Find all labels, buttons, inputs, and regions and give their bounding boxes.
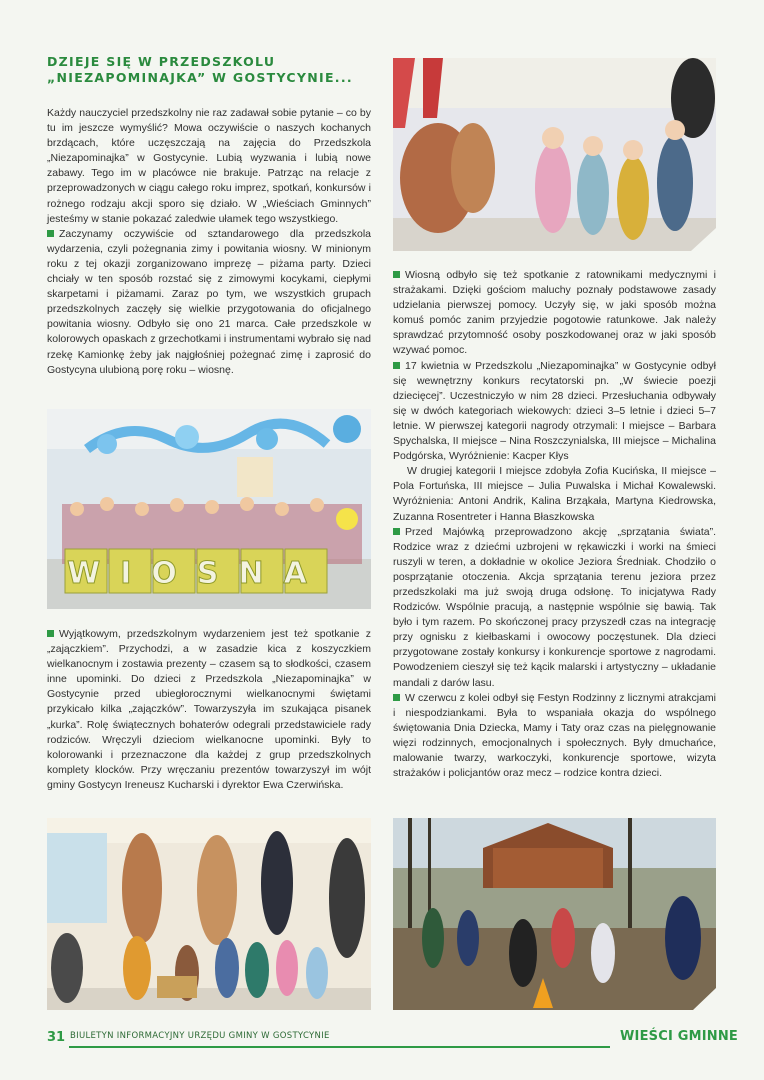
right-column-text	[393, 268, 716, 781]
paragraph-rescuers	[393, 268, 716, 359]
photo-spring-welcome	[47, 409, 371, 609]
bullet-square-icon	[393, 528, 400, 535]
photo-easter-group	[47, 818, 371, 1010]
paragraph-festival	[393, 691, 716, 782]
bullet-square-icon	[393, 694, 400, 701]
bullet-square-icon	[393, 271, 400, 278]
article-title-line2: „NIEZAPOMINAJKA” W GOSTYCYNIE...	[47, 70, 353, 85]
left-column-upper-text	[47, 106, 371, 378]
page-number: 31	[47, 1030, 66, 1045]
photo-kids-costumes	[393, 58, 716, 251]
article-title	[47, 54, 377, 86]
footer-brand: WIEŚCI GMINNE	[620, 1029, 739, 1044]
paragraph-spring	[47, 227, 371, 378]
bullet-square-icon	[47, 630, 54, 637]
paragraph-easter-text: Wyjątkowym, przedszkolnym wydarzeniem jest też spotkanie z „zajączkiem”. Przychodzi, a w zasadzie kica z koszyczkiem wielkanocnym i zostawia prezenty – czasem są to słodkości, czasem inne upominki. Do dzieci z Przedszkola „Niezapominajka” w Gostycynie przed ubiegłorocznymi wielkanocnymi świętami przykicało kilka „zajączków”. Towarzyszyła im szukająca pisanek „kurka”. Rolę świątecznych bohaterów odegrali przedstawiciele rady rodziców. Wręczyli dzieciom wielkanocne upominki. Były to kolorowanki i przeznaczone dla każdej z grup przedszkolnych komplety klocków. Przy wręczaniu prezentów towarzyszył im wójt gminy Gostycyn Ireneusz Kucharski i dyrektor Ewa Czerwińska.	[47, 628, 371, 791]
bullet-square-icon	[393, 362, 400, 369]
paragraph-contest	[393, 359, 716, 465]
footer-bulletin-title: BIULETYN INFORMACYJNY URZĘDU GMINY W GOSTYCYNIE	[70, 1031, 330, 1041]
paragraph-contest-text: 17 kwietnia w Przedszkolu „Niezapominajka” w Gostycynie odbył się wewnętrzny konkurs recytatorski pn. „W świecie poezji dziecięcej”. Uczestniczyło w nim 28 dzieci. Przesłuchania odbywały się w dwóch kategoriach wiekowych: dzieci 3–5 letnie i dzieci 5–7 letnie. W pierwszej kategorii nagrody otrzymali: I miejsce – Barbara Spychalska, II miejsce – Nina Roszczynialska, III miejsce – Michalina Podgórska, Wyróżnienie: Kacper Kłys	[393, 359, 716, 463]
paragraph-contest-second-category: W drugiej kategorii I miejsce zdobyła Zofia Kucińska, II miejsce – Pola Fortuńska, III miejsce – Julia Puwalska i Michał Kowalewski. Wyróżnienia: Antoni Andrik, Kalina Brząkała, Martyna Kiedrowska, Zuzanna Rosentreter i Hanna Błaszkowska	[393, 465, 716, 523]
paragraph-rescuers-text: Wiosną odbyło się też spotkanie z ratownikami medycznymi i strażakami. Dzięki gościom maluchy poznały podstawowe zasady udzielania pierwszej pomocy. Uczyły się, w jaki sposób można komuś pomóc zanim przyjedzie pogotowie ratunkowe. Jak należy sprawdzać przytomność osoby poszkodowanej oraz w jaki sposób wzywać pomoc.	[393, 269, 716, 357]
paragraph-spring-text: Zaczynamy oczywiście od sztandarowego dla przedszkola wydarzenia, czyli pożegnania zimy i powitania wiosny. W minionym roku z tej okazji zorganizowano imprezę – piżama party. Dzieci chciały w ten sposób rozstać się z zimowymi kocykami, ciepłymi skarpetami i piżamami. Zaraz po tym, we wszystkich grupach przedszkolnych zaczęły się wielkie przygotowania do oficjalnego powitania wiosny. Odbyło się ono 21 marca. Całe przedszkole w kolorowych opaskach z grzechotkami i instrumentami wybrało się nad rzekę Kamionkę żeby jak najgłośniej pożegnać zimę i zaprosić do Gostycyna ulubioną porę roku – wiosnę.	[47, 227, 371, 376]
bullet-square-icon	[47, 230, 54, 237]
paragraph-easter	[47, 627, 371, 793]
wiosna-sign	[65, 549, 327, 593]
wiosna-letters: WIOSNA	[67, 556, 327, 591]
article-title-line1: DZIEJE SIĘ W PRZEDSZKOLU	[47, 54, 276, 69]
footer-divider	[69, 1046, 610, 1048]
paragraph-festival-text: W czerwcu z kolei odbył się Festyn Rodzinny z licznymi atrakcjami i niespodziankami. Była to wspaniała okazja do wspólnego świętowania Dnia Dziecka, Mamy i Taty oraz czas na pielęgnowanie więzi rodzinnych, emocjonalnych i społecznych. Były dmuchańce, malowanie twarzy, warkoczyki, konkurencje sportowe, wizyta strażaków i policjantów oraz mecz – rodzice kontra dzieci.	[393, 691, 716, 780]
paragraph-cleanup-text: Przed Majówką przeprowadzono akcję „sprzątania świata”. Rodzice wraz z dziećmi uzbrojeni w rękawiczki i worki na śmieci ruszyli w teren, a dokładnie w okolice Jeziora Średniak. Chodziło o posprzątanie otoczenia. Akcja sprzątania terenu jeziora przez przedszkolaki ma już swoją druga odsłonę. To inicjatywa Rady Rodziców. Wspólnie pracują, a następnie wspólnie się bawią. Tak było i tym razem. Po skończonej pracy przyszedł czas na integrację przy ognisku z kiełbaskami i owocowy poczęstunek. Dla dzieci przygotowane zostały konkursy i konkurencje sportowe z nagrodami. Powodzeniem cieszył się też kącik malarski i artystyczny – układanie mandali z darów lasu.	[393, 525, 716, 689]
left-column-lower-text	[47, 627, 371, 793]
paragraph-cleanup	[393, 525, 716, 691]
page-footer	[0, 1022, 764, 1052]
photo-festival-outdoors	[393, 818, 716, 1010]
paragraph-intro: Każdy nauczyciel przedszkolny nie raz zadawał sobie pytanie – co by tu im jeszcze wymyślić? Mowa oczywiście o naszych kochanych brzdącach, które uczęszczają na zajęcia do Przedszkola „Niezapominajka” w Gostycynie. Lubią wyzwania i lubią nowe zabawy. Tego im w placówce nie brakuje. Patrząc na relacje z przeprowadzonych w ciągu całego roku imprez, spotkań, konkursów i rożnego rodzaju akcji sporo się działo. W „Wieściach Gminnych” jesteśmy w stanie pokazać zaledwie ułamek tego wszystkiego.	[47, 107, 371, 225]
